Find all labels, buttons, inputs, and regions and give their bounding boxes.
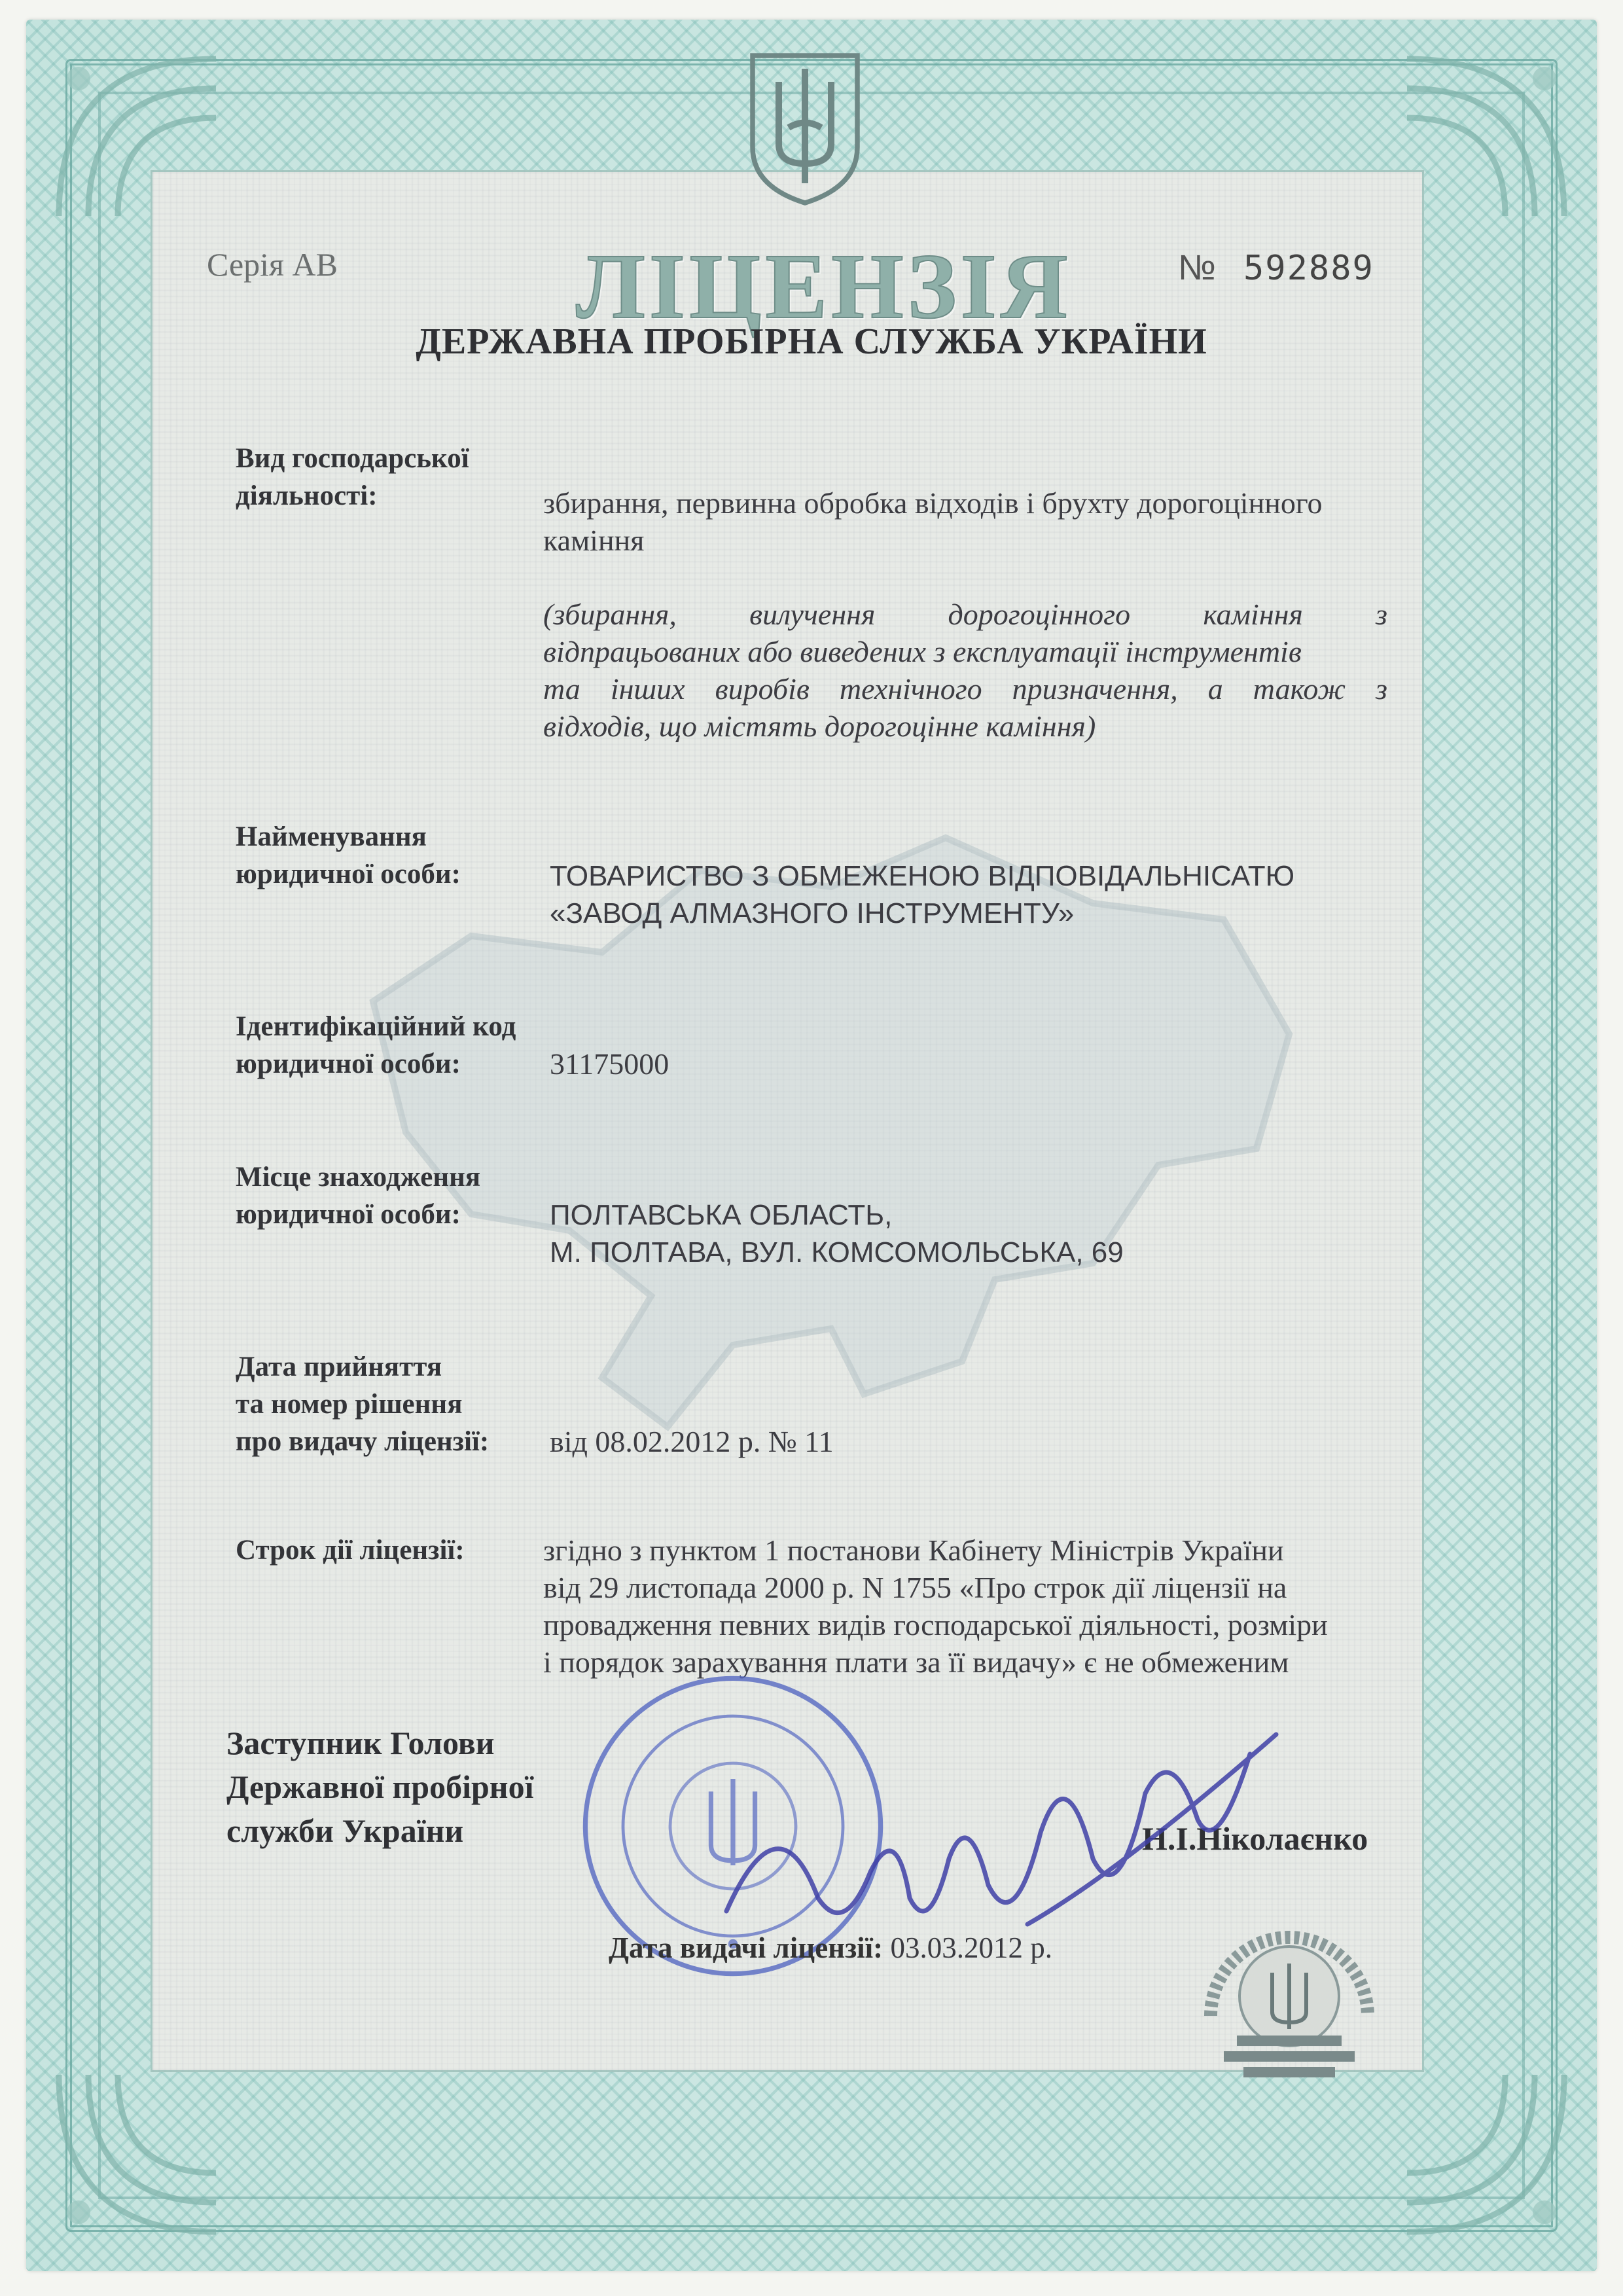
- issue-date: Дата видачі ліцензії: 03.03.2012 р.: [609, 1931, 1052, 1964]
- issuer-title: ДЕРЖАВНА ПРОБІРНА СЛУЖБА УКРАЇНИ: [416, 321, 1207, 362]
- decision-value: від 08.02.2012 р. № 11: [550, 1425, 834, 1458]
- code-label: Ідентифікаційний код юридичної особи:: [236, 1011, 516, 1079]
- term-value: згідно з пунктом 1 постанови Кабінету Міністрів України від 29 листопада 2000 р. N 1755 «Про строк дії ліцензії на провадження певних видів господарської діяльності, розміри і порядок зарахування плати за її видачу» є не обмеженим: [543, 1534, 1328, 1679]
- term-label: Строк дії ліцензії:: [236, 1535, 465, 1566]
- number-sign: №: [1178, 248, 1216, 287]
- location-value: ПОЛТАВСЬКА ОБЛАСТЬ, М. ПОЛТАВА, ВУЛ. КОМСОМОЛЬСЬКА, 69: [550, 1199, 1124, 1268]
- signer-name: Н.І.Ніколаєнко: [1142, 1820, 1368, 1857]
- hologram-icon: [1191, 1892, 1387, 2081]
- activity-note: (збирання, вилучення дорогоцінного каміння з відпрацьованих або виведених з експлуатації інструментів та інших виробів технічного призначення, а також з відходів, що містять дорогоцінне каміння): [543, 598, 1387, 743]
- corner-ornament-icon: [1387, 2055, 1584, 2251]
- activity-label: Вид господарської діяльності:: [236, 443, 469, 511]
- activity-value: збирання, первинна обробка відходів і брухту дорогоцінного каміння: [543, 486, 1323, 557]
- entity-name-label: Найменування юридичної особи:: [236, 821, 461, 889]
- signer-position: Заступник Голови Державної пробірної служби України: [226, 1725, 534, 1849]
- document-title: ЛІЦЕНЗІЯ: [576, 234, 1072, 338]
- entity-name-value: ТОВАРИСТВО З ОБМЕЖЕНОЮ ВІДПОВІДАЛЬНІСАТЮ «ЗАВОД АЛМАЗНОГО ІНСТРУМЕНТУ»: [550, 860, 1295, 929]
- series-label: Серія АВ: [207, 246, 338, 283]
- coat-of-arms-icon: [743, 46, 867, 209]
- corner-ornament-icon: [39, 2055, 236, 2251]
- code-value: 31175000: [550, 1047, 669, 1081]
- location-label: Місце знаходження юридичної особи:: [236, 1162, 481, 1230]
- license-number: 592889: [1243, 249, 1374, 288]
- decision-label: Дата прийняття та номер рішення про видачу ліцензії:: [236, 1352, 490, 1457]
